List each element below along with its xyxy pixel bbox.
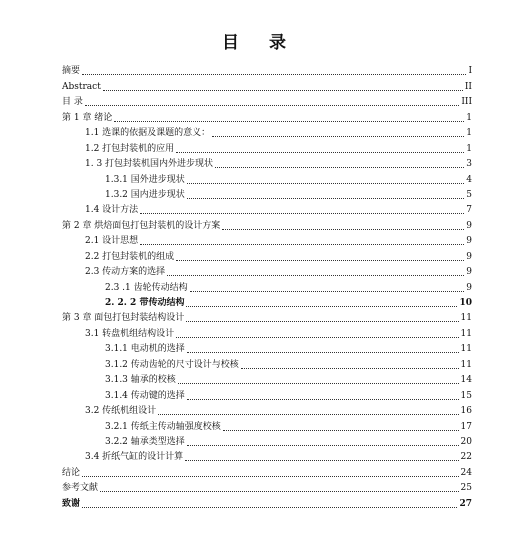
toc-entry-title: 2. 2. 2 带传动结构 <box>105 298 185 308</box>
toc-entry-title: 1. 3 打包封装机国内外进步现状 <box>85 159 214 170</box>
toc-entry-title: 3.2.1 传纸主传动轴强度校核 <box>105 421 221 432</box>
toc-entry[interactable] <box>62 201 472 216</box>
toc-entry-page-number: 5 <box>466 189 472 200</box>
toc-dot-leader <box>223 429 459 431</box>
toc-dot-leader <box>186 320 458 322</box>
toc-entry[interactable] <box>62 124 472 139</box>
toc-entry-page-number: 9 <box>466 282 472 293</box>
toc-entry-page-number: 16 <box>460 406 472 417</box>
toc-entry[interactable] <box>62 448 472 463</box>
toc-entry[interactable] <box>62 139 472 154</box>
toc-entry-page-number: 7 <box>466 205 472 216</box>
toc-dot-leader <box>158 413 458 415</box>
toc-entry[interactable] <box>62 324 472 339</box>
toc-entry-title: 参考文献 <box>62 483 99 494</box>
toc-entry[interactable] <box>62 479 472 494</box>
toc-dot-leader <box>167 274 464 276</box>
toc-entry[interactable] <box>62 463 472 478</box>
toc-entry-page-number: 9 <box>466 251 472 262</box>
toc-entry[interactable] <box>62 186 472 201</box>
toc-entry-page-number: 11 <box>460 344 472 355</box>
toc-entry-title: 1.3.2 国内进步现状 <box>105 189 185 200</box>
toc-entry-page-number: 14 <box>460 375 472 386</box>
toc-entry-page-number: 9 <box>466 267 472 278</box>
toc-entry-title: 3.4 折纸气缸的设计计算 <box>85 452 184 463</box>
toc-entry-title: 结论 <box>62 467 81 478</box>
toc-entry-page-number: 3 <box>466 159 472 170</box>
toc-dot-leader <box>185 459 458 461</box>
toc-dot-leader <box>176 259 464 261</box>
toc-entry-title: 2.2 打包封装机的组成 <box>85 251 175 262</box>
toc-entry-title: 3.1 转盘机组结构设计 <box>85 328 175 339</box>
toc-entry-page-number: I <box>468 66 472 77</box>
toc-entry-page-number: 1 <box>466 143 472 154</box>
toc-entry[interactable] <box>62 278 472 293</box>
toc-entry-title: 2.1 设计思想 <box>85 236 139 247</box>
toc-entry[interactable] <box>62 494 472 509</box>
toc-entry[interactable] <box>62 93 472 108</box>
toc-dot-leader <box>103 89 463 91</box>
toc-dot-leader <box>186 305 457 307</box>
toc-title: 目 录 <box>222 33 298 53</box>
toc-entry[interactable] <box>62 108 472 123</box>
toc-entry-title: 第 2 章 烘焙面包打包封装机的设计方案 <box>62 220 221 231</box>
toc-entry-page-number: 9 <box>466 220 472 231</box>
toc-entry[interactable] <box>62 309 472 324</box>
toc-entry-title: 1.4 设计方法 <box>85 205 139 216</box>
toc-entry-title: 摘要 <box>62 66 81 77</box>
toc-entry[interactable] <box>62 294 472 309</box>
toc-dot-leader <box>187 197 465 199</box>
toc-entry-title: Abstract <box>62 81 101 92</box>
toc-entry-title: 1.2 打包封装机的应用 <box>85 143 175 154</box>
toc-dot-leader <box>222 228 464 230</box>
toc-entry[interactable] <box>62 417 472 432</box>
toc-entry-page-number: III <box>461 97 472 108</box>
toc-entry-page-number: 22 <box>460 452 472 463</box>
toc-entry[interactable] <box>62 263 472 278</box>
table-of-contents <box>62 62 472 510</box>
toc-entry[interactable] <box>62 77 472 92</box>
toc-entry-title: 3.2 传纸机组设计 <box>85 406 157 417</box>
toc-entry-title: 第 3 章 面包打包封装结构设计 <box>62 313 185 324</box>
toc-entry[interactable] <box>62 216 472 231</box>
toc-entry-page-number: 1 <box>466 128 472 139</box>
toc-dot-leader <box>187 351 459 353</box>
toc-entry[interactable] <box>62 170 472 185</box>
toc-entry[interactable] <box>62 62 472 77</box>
toc-dot-leader <box>187 398 459 400</box>
toc-dot-leader <box>114 120 464 122</box>
toc-dot-leader <box>82 73 466 75</box>
toc-entry[interactable] <box>62 433 472 448</box>
toc-entry[interactable] <box>62 386 472 401</box>
toc-entry-page-number: 25 <box>460 483 472 494</box>
toc-dot-leader <box>190 290 465 292</box>
toc-dot-leader <box>176 151 464 153</box>
toc-dot-leader <box>82 506 457 508</box>
toc-entry-page-number: 15 <box>460 390 472 401</box>
toc-entry-title: 目 录 <box>62 97 83 108</box>
toc-dot-leader <box>187 182 465 184</box>
toc-entry-page-number: 10 <box>459 298 472 308</box>
toc-dot-leader <box>82 475 459 477</box>
toc-entry[interactable] <box>62 155 472 170</box>
toc-entry-page-number: 11 <box>460 328 472 339</box>
toc-dot-leader <box>85 104 459 106</box>
toc-entry-title: 1.3.1 国外进步现状 <box>105 174 185 185</box>
toc-entry-page-number: 1 <box>466 112 472 123</box>
toc-entry-page-number: 4 <box>466 174 472 185</box>
toc-entry-title: 3.1.1 电动机的选择 <box>105 344 185 355</box>
toc-entry-title: 致谢 <box>62 498 81 509</box>
toc-entry-title: 第 1 章 绪论 <box>62 112 113 123</box>
toc-entry-title: 3.1.3 轴承的校核 <box>105 375 176 386</box>
toc-entry-title: 1.1 选课的依据及课题的意义： <box>85 128 211 139</box>
toc-entry-title: 3.1.4 传动键的选择 <box>105 390 185 401</box>
toc-entry-title: 2.3 传动方案的选择 <box>85 267 166 278</box>
toc-dot-leader <box>176 336 458 338</box>
toc-entry[interactable] <box>62 247 472 262</box>
toc-entry-page-number: 9 <box>466 236 472 247</box>
toc-dot-leader <box>178 382 459 384</box>
toc-entry-title: 2.3 .1 齿轮传动结构 <box>105 282 188 293</box>
toc-dot-leader <box>140 212 464 214</box>
toc-entry-page-number: 20 <box>460 436 472 447</box>
toc-entry-title: 3.2.2 轴承类型选择 <box>105 436 185 447</box>
toc-dot-leader <box>215 166 464 168</box>
toc-entry-page-number: 27 <box>459 498 472 509</box>
toc-dot-leader <box>212 135 464 137</box>
toc-entry[interactable] <box>62 340 472 355</box>
toc-dot-leader <box>241 367 459 369</box>
toc-entry-page-number: II <box>464 81 472 92</box>
toc-entry-page-number: 11 <box>460 313 472 324</box>
toc-entry[interactable] <box>62 232 472 247</box>
toc-entry-page-number: 17 <box>460 421 472 432</box>
toc-entry[interactable] <box>62 355 472 370</box>
toc-dot-leader <box>187 444 459 446</box>
toc-dot-leader <box>140 243 464 245</box>
toc-dot-leader <box>100 490 459 492</box>
toc-entry[interactable] <box>62 402 472 417</box>
toc-entry-title: 3.1.2 传动齿轮的尺寸设计与校核 <box>105 359 239 370</box>
toc-entry-page-number: 11 <box>460 359 472 370</box>
toc-entry-page-number: 24 <box>460 467 472 478</box>
toc-entry[interactable] <box>62 371 472 386</box>
